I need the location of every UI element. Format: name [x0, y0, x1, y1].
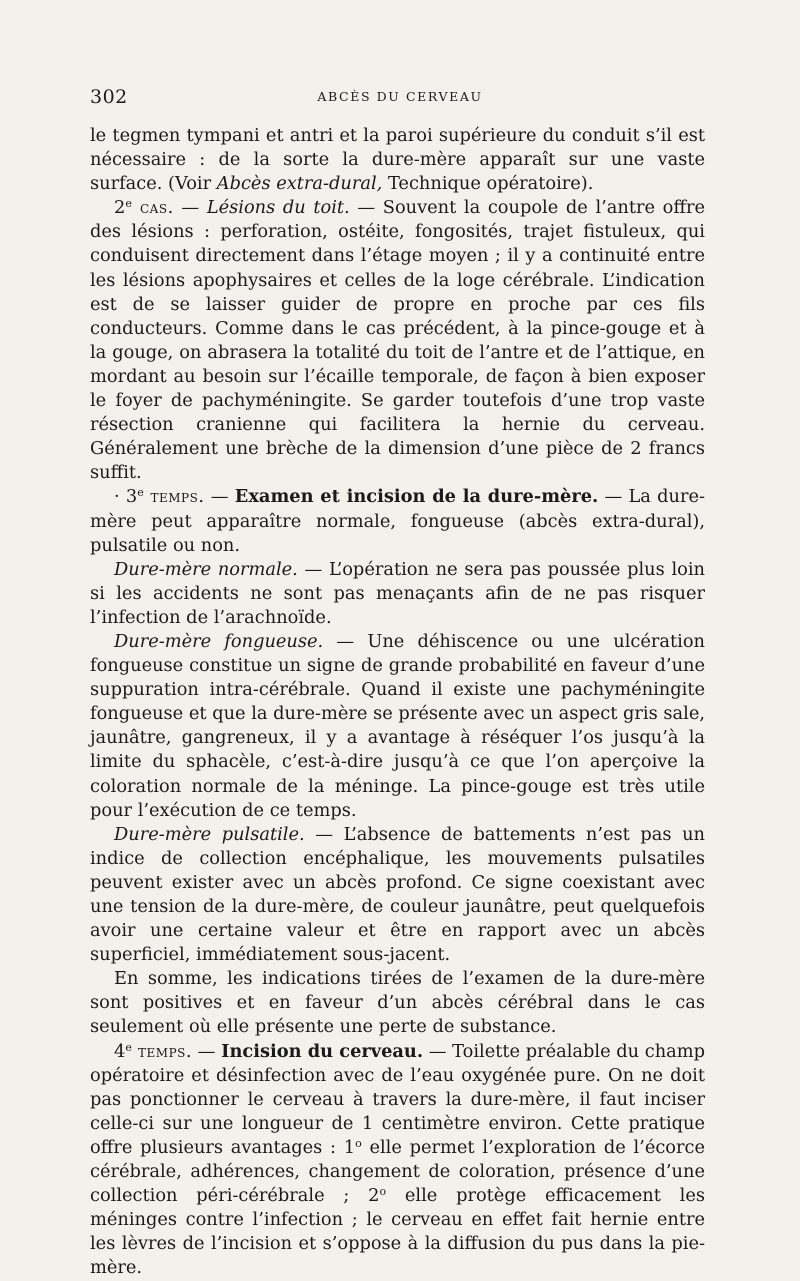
case-title: Lésions du toit.: [206, 197, 350, 219]
paragraph-continuation: le tegmen tympani et antri et la paroi supérieure du conduit s’il est nécessaire : de la sorte la dure-mère apparaît sur une vaste surface. (Voir Abcès extra-dural, Technique opératoire).: [90, 125, 705, 195]
subsection-title: Dure-mère fongueuse.: [114, 630, 324, 652]
page-body: [90, 124, 705, 1281]
step-label: temps.: [143, 486, 205, 508]
paragraph-step-4: 4e temps. — Incision du cerveau. — Toilette préalable du champ opératoire et désinfection avec de l’eau oxygénée pure. On ne doit pas ponctionner le cerveau à travers la dure-mère, il faut inciser celle-ci sur une longueur de 1 centimètre environ. Cette pratique offre plusieurs avantages : 1$^o$ elle permet l’exploration de l’écorce cérébrale, adhérences, changement de coloration, présence d’une collection péri-cérébrale ; 2$^o$ elle protège efficacement les méninges contre l’infection ; le cerveau en effet fait hernie entre les lèvres de l’incision et s’oppose à la diffusion du pus dans la pie-mère.: [90, 1040, 705, 1279]
running-title: ABCÈS DU CERVEAU: [317, 89, 483, 104]
step-title: Incision du cerveau.: [221, 1040, 424, 1062]
subsection-title: Dure-mère pulsatile.: [114, 823, 305, 845]
paragraph-dure-mere-normale: Dure-mère normale. — L’opération ne sera pas poussée plus loin si les accidents ne sont pas menaçants afin de ne pas risquer l’infection de l’arachnoïde.: [90, 558, 705, 628]
page-header: [90, 86, 710, 108]
paragraph-dure-mere-pulsatile: Dure-mère pulsatile. — L’absence de battements n’est pas un indice de collection encéphalique, les mouvements pulsatiles peuvent exister avec un abcès profond. Ce signe coexistant avec une tension de la dure-mère, de couleur jaunâtre, peut quelquefois avoir une certaine valeur et être en rapport avec un abcès superficiel, immédiatement sous-jacent.: [90, 823, 705, 966]
step-label: temps.: [131, 1040, 193, 1062]
paragraph-case-2: 2e cas. — Lésions du toit. — Souvent la coupole de l’antre offre des lésions : perforation, ostéite, fongosités, trajet fistuleux, qui conduisent directement dans l’étage moyen ; il y a continuité entre les lésions apophysaires et celles de la loge cérébrale. L’indication est de se laisser guider de propre en proche par ces fils conducteurs. Comme dans le cas précédent, à la pince-gouge et à la gouge, on abrasera la totalité du toit de l’antre et de l’attique, en mordant au besoin sur l’écaille temporale, de façon à bien exposer le foyer de pachyméningite. Se garder toutefois d’une trop vaste résection cranienne qui facilitera la hernie du cerveau. Généralement une brèche de la dimension d’une pièce de 2 francs suffit.: [90, 197, 706, 484]
subsection-title: Dure-mère normale.: [114, 558, 298, 580]
paragraph-dure-mere-fongueuse: Dure-mère fongueuse. — Une déhiscence ou une ulcération fongueuse constitue un signe de grande probabilité en faveur d’une suppuration intra-cérébrale. Quand il existe une pachyméningite fongueuse et que la dure-mère se présente avec un aspect gris sale, jaunâtre, gangreneux, il y a avantage à réséquer l’os jusqu’à la limite du sphacèle, c’est-à-dire jusqu’à ce que l’on aperçoive la coloration normale de la méninge. La pince-gouge est très utile pour l’exécution de ce temps.: [90, 630, 705, 821]
reference-italic: Abcès extra-dural,: [216, 173, 383, 195]
paragraph-summary: En somme, les indications tirées de l’examen de la dure-mère sont positives et en faveur d’un abcès cérébral dans le cas seulement où elle présente une perte de substance.: [90, 968, 705, 1038]
paragraph-step-3: · $3^e$ temps. — Examen et incision de la dure-mère. — La dure-mère peut apparaître normale, fongueuse (abcès extra-dural), pulsatile ou non.: [90, 486, 705, 556]
page-number: 302: [90, 86, 128, 108]
step-title: Examen et incision de la dure-mère.: [234, 486, 599, 508]
case-label: cas.: [131, 197, 174, 219]
